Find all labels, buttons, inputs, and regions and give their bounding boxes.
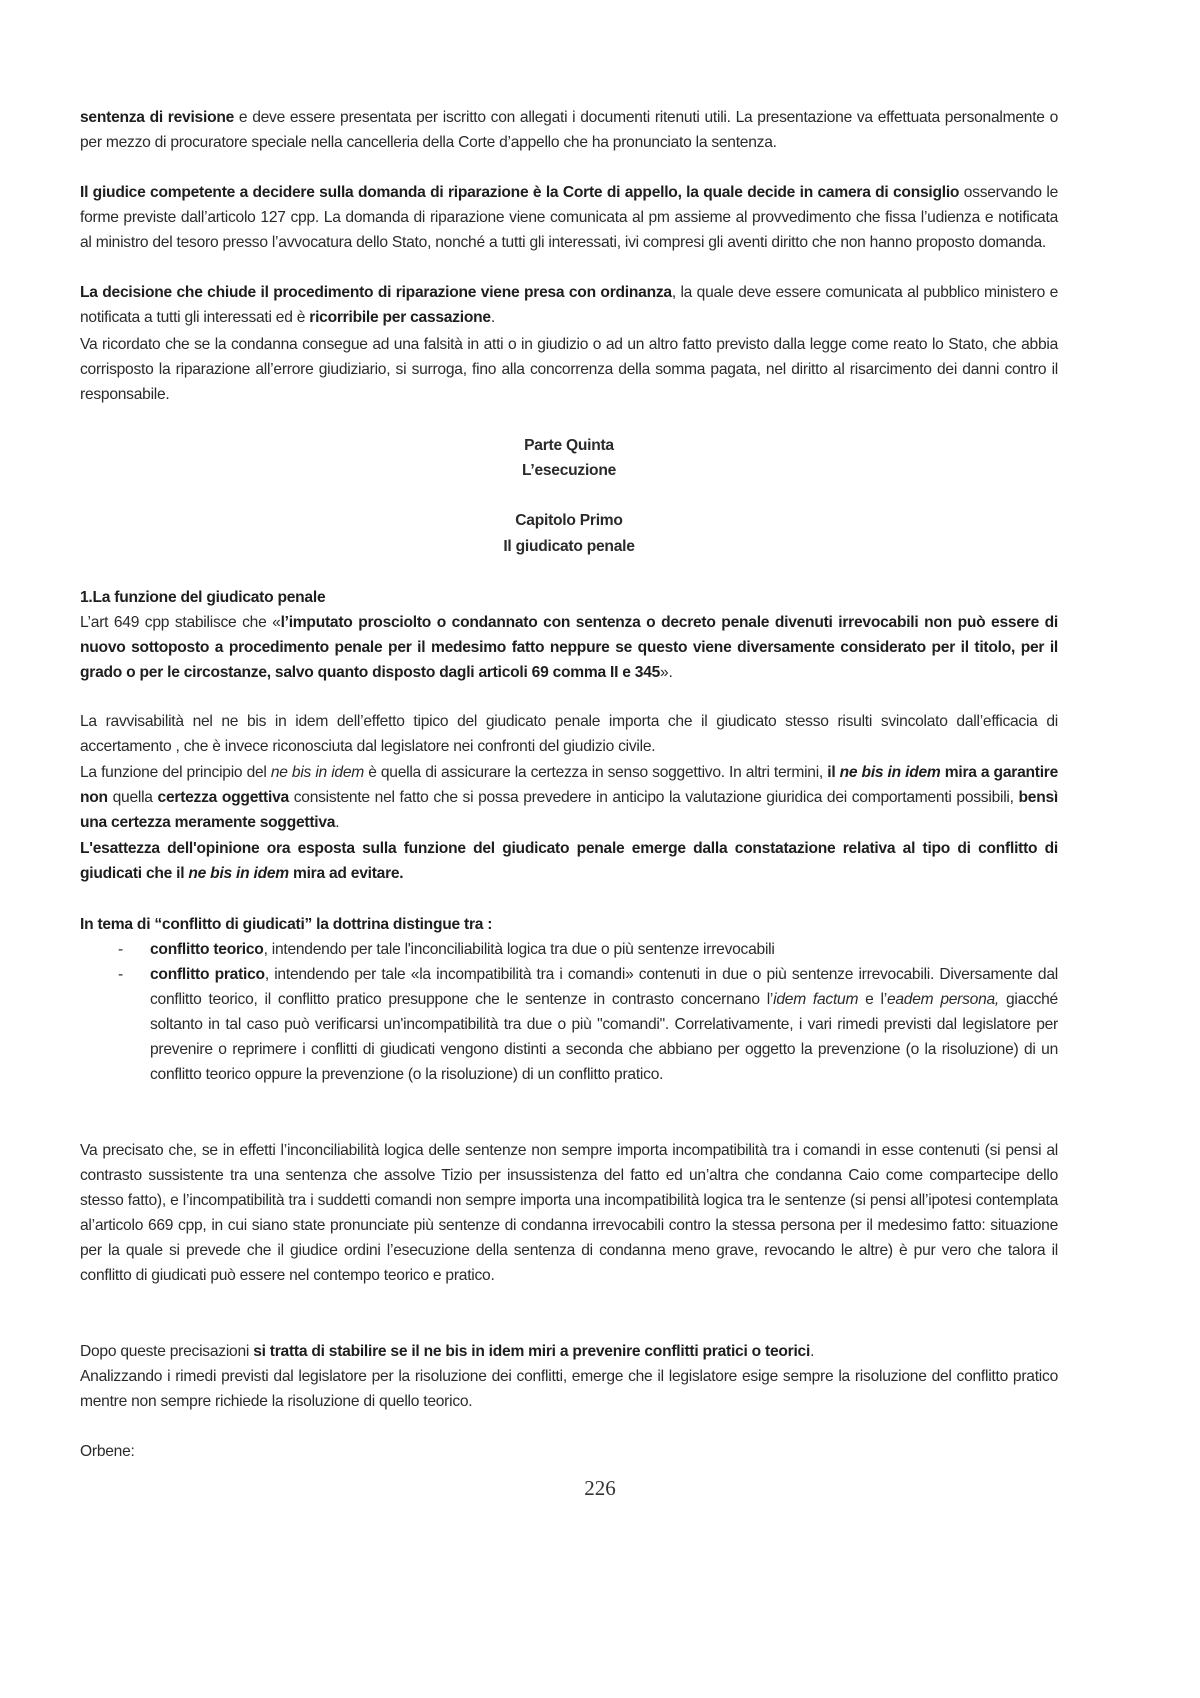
paragraph — [80, 280, 1058, 330]
section-heading — [80, 534, 1058, 559]
paragraph — [80, 836, 1058, 886]
text-run: , la quale deve essere comunicata al pubblico ministero e notificata a tutti gli interessati ed è — [80, 284, 1058, 327]
paragraph — [80, 180, 1058, 255]
paragraph — [80, 332, 1058, 407]
text-run: l’imputato prosciolto o condannato con sentenza o decreto penale divenuti irrevocabili non può essere di nuovo sottoposto a procedimento penale per il medesimo fatto neppure se questo viene diversamente considerato per il titolo, per il grado o per le circostanze, salvo quanto disposto dagli articoli 69 comma II e 345 — [80, 614, 1058, 682]
text-run: , intendendo per tale l'inconciliabilità logica tra due o più sentenze irrevocabili — [263, 941, 775, 958]
text-run: Orbene: — [80, 1443, 135, 1460]
text-run: quella — [107, 789, 158, 807]
text-run: e l’ — [858, 991, 887, 1009]
paragraph — [80, 709, 1058, 759]
text-run: conflitto teorico — [150, 941, 264, 958]
text-run: si tratta di stabilire se il ne bis in idem miri a prevenire conflitti pratici o teorici — [253, 1343, 811, 1360]
text-run: il — [827, 764, 840, 781]
paragraph — [80, 610, 1058, 685]
text-run: ne bis in idem — [839, 764, 941, 781]
text-run: La funzione del principio del — [80, 764, 271, 781]
section-heading — [80, 458, 1058, 483]
text-run: conflitto pratico — [150, 966, 265, 984]
section-heading — [80, 508, 1058, 533]
text-run: Parte Quinta — [524, 437, 614, 454]
text-run: . — [810, 1343, 815, 1360]
text-run: Analizzando i rimedi previsti dal legislatore per la risoluzione dei conflitti, emerge che il legislatore esige sempre la risoluzione del conflitto pratico mentre non sempre richiede la risoluzione di quello teorico. — [80, 1368, 1058, 1411]
paragraph — [80, 1439, 1058, 1464]
text-run: Il giudice competente a decidere sulla domanda di riparazione è la Corte di appello, la quale decide in camera di consiglio — [80, 184, 960, 201]
text-run: In tema di “conflitto di giudicati” la dottrina distingue tra : — [80, 916, 493, 933]
text-run: eadem persona, — [886, 991, 1000, 1009]
text-run: e deve essere presentata per iscritto con allegati i documenti ritenuti utili. La presentazione va effettuata personalmente o per mezzo di procuratore speciale nella cancelleria della Corte d’appello che ha pronunciato la sentenza. — [80, 109, 1058, 152]
text-run: ». — [660, 664, 673, 682]
section-heading — [80, 433, 1058, 458]
text-run: mira a garantire non — [80, 764, 1059, 807]
paragraph — [80, 105, 1058, 155]
text-run: 1.La funzione del giudicato penale — [80, 589, 326, 606]
text-run: . — [490, 309, 495, 327]
text-run: , intendendo per tale «la incompatibilità tra i comandi» contenuti in due o più sentenze irrevocabili. Diversamente dal conflitto teorico, il conflitto pratico presuppone che le sentenze in contrasto concernano l’ — [150, 966, 1058, 1009]
bullet-dash: - — [118, 941, 123, 958]
text-run: mira ad evitare. — [288, 865, 404, 883]
paragraph — [80, 1138, 1058, 1289]
text-run: Va precisato che, se in effetti l’inconciliabilità logica delle sentenze non sempre importa incompatibilità tra i comandi in esse contenuti (si pensi al contrasto sussistente tra una sentenza che assolve Tizio per insussistenza del fatto ed un’altra che condanna Caio come compartecipe dello stesso fatto), e l’incompatibilità tra i suddetti comandi non sempre importa una incompatibilità logica tra le sentenze (si pensi all’ipotesi contemplata al’articolo 669 cpp, in cui siano state pronunciate più sentenze di condanna irrevocabili contro la stessa persona per il medesimo fatto: situazione per la quale si prevede che il giudice ordini l’esecuzione della sentenza di condanna meno grave, revocando le altre) è pur vero che talora il conflitto di giudicati può essere nel contempo teorico e pratico. — [80, 1142, 1058, 1285]
text-run: ne bis in idem — [188, 865, 289, 883]
text-run: giacché soltanto in tal caso può verificarsi un'incompatibilità tra due o più "comandi". Correlativamente, i vari rimedi previsti dal legislatore per prevenire o reprimere i conflitti di giudicati vengono distinti a seconda che abbiano per oggetto la prevenzione (o la risoluzione) di un conflitto teorico oppure la prevenzione (o la risoluzione) di un conflitto pratico. — [150, 991, 1058, 1084]
paragraph — [80, 1339, 1058, 1364]
text-run: L’art 649 cpp stabilisce che « — [80, 614, 281, 631]
bullet-dash: - — [118, 966, 123, 984]
text-run: Dopo queste precisazioni — [80, 1343, 254, 1360]
text-run: ne bis in idem — [270, 764, 364, 781]
text-run: La ravvisabilità nel ne bis in idem dell’effetto tipico del giudicato penale importa che il giudicato stesso risulti svincolato dall’efficacia di accertamento , che è invece riconosciuta dal legislatore nei confronti del giudizio civile. — [80, 713, 1058, 756]
text-run: La decisione che chiude il procedimento di riparazione viene presa con ordinanza — [80, 284, 672, 301]
text-run: certezza oggettiva — [157, 789, 289, 807]
text-run: L'esattezza dell'opinione ora esposta sulla funzione del giudicato penale emerge dalla constatazione relativa al tipo di conflitto di giudicati che il — [80, 840, 1058, 883]
text-run: idem factum — [773, 991, 859, 1009]
text-run: osservando le forme previste dall’articolo 127 cpp. La domanda di riparazione viene comunicata al pm assieme al provvedimento che fissa l’udienza e notificata al ministro del tesoro presso l’avvocatura dello Stato, nonché a tutti gli interessati, ivi compresi gli aventi diritto che non hanno proposto domanda. — [80, 184, 1058, 252]
text-run: L’esecuzione — [521, 462, 617, 479]
paragraph — [80, 1364, 1058, 1414]
subsection-title — [80, 585, 1058, 610]
conflict-types-list — [80, 937, 1058, 1088]
text-run: Capitolo Primo — [515, 512, 623, 529]
page-number: 226 — [584, 1476, 616, 1500]
text-run: Va ricordato che se la condanna consegue ad una falsità in atti o in giudizio o ad un altro fatto previsto dalla legge come reato lo Stato, che abbia corrisposto la riparazione all’errore giudiziario, si surroga, fino alla concorrenza della somma pagata, nel diritto al risarcimento dei danni contro il responsabile. — [80, 336, 1058, 404]
text-run: è quella di assicurare la certezza in senso soggettivo. In altri termini, — [364, 764, 828, 781]
text-run: . — [335, 814, 340, 832]
text-run: Il giudicato penale — [503, 538, 635, 555]
paragraph — [80, 912, 1058, 937]
text-run: ricorribile per cassazione — [309, 309, 491, 327]
text-run: bensì una certezza meramente soggettiva — [80, 789, 1058, 832]
text-run: consistente nel fatto che si possa prevedere in anticipo la valutazione giuridica dei comportamenti possibili, — [288, 789, 1019, 807]
paragraph — [80, 760, 1058, 835]
list-item — [80, 962, 1058, 1087]
text-run: sentenza di revisione — [80, 109, 235, 126]
list-item — [80, 937, 1058, 962]
